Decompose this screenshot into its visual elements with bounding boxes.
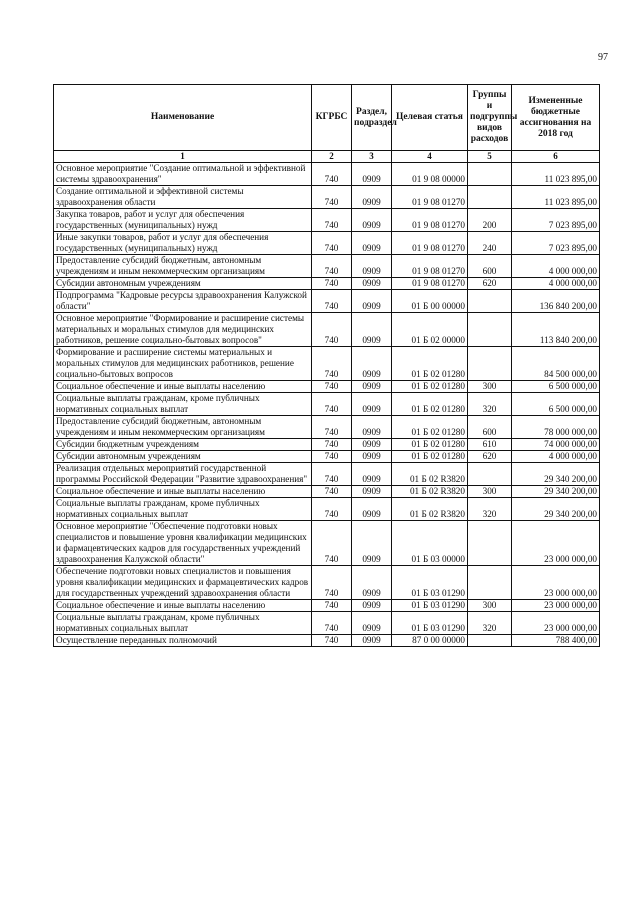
table-row [54, 463, 600, 486]
row-target-article: 01 Б 02 01280 [392, 393, 468, 416]
row-kgrbs: 740 [312, 521, 352, 566]
row-name: Предоставление субсидий бюджетным, автономным учреждениям и иным некоммерческим организациям [54, 416, 312, 439]
row-expense-group: 300 [468, 486, 512, 498]
row-kgrbs: 740 [312, 347, 352, 381]
row-kgrbs: 740 [312, 290, 352, 313]
row-expense-group [468, 186, 512, 209]
column-header-kgrbs: КГРБС [312, 85, 352, 151]
page-number: 97 [598, 52, 608, 63]
row-name: Субсидии автономным учреждениям [54, 278, 312, 290]
table-row [54, 416, 600, 439]
row-kgrbs: 740 [312, 416, 352, 439]
row-kgrbs: 740 [312, 486, 352, 498]
table-row [54, 600, 600, 612]
row-expense-group: 600 [468, 416, 512, 439]
table-row [54, 381, 600, 393]
table-row [54, 278, 600, 290]
row-kgrbs: 740 [312, 498, 352, 521]
row-name: Социальное обеспечение и иные выплаты населению [54, 381, 312, 393]
row-kgrbs: 740 [312, 463, 352, 486]
table-row [54, 521, 600, 566]
row-target-article: 87 0 00 00000 [392, 635, 468, 647]
table-row [54, 635, 600, 647]
row-amount: 11 023 895,00 [512, 186, 600, 209]
row-expense-group: 620 [468, 278, 512, 290]
row-target-article: 01 Б 03 01290 [392, 612, 468, 635]
row-name: Социальные выплаты гражданам, кроме публичных нормативных социальных выплат [54, 393, 312, 416]
row-expense-group [468, 313, 512, 347]
column-header-expense-groups: Группы и подгруппы видов расходов [468, 85, 512, 151]
row-expense-group: 320 [468, 498, 512, 521]
column-number: 5 [468, 151, 512, 163]
row-expense-group: 200 [468, 209, 512, 232]
row-amount: 11 023 895,00 [512, 163, 600, 186]
row-section: 0909 [352, 451, 392, 463]
row-amount: 29 340 200,00 [512, 498, 600, 521]
table-body [54, 163, 600, 647]
column-number: 3 [352, 151, 392, 163]
row-name: Подпрограмма "Кадровые ресурсы здравоохранения Калужской области" [54, 290, 312, 313]
column-number: 4 [392, 151, 468, 163]
row-expense-group: 610 [468, 439, 512, 451]
row-target-article: 01 9 08 01270 [392, 232, 468, 255]
row-expense-group: 620 [468, 451, 512, 463]
row-section: 0909 [352, 486, 392, 498]
row-section: 0909 [352, 416, 392, 439]
row-name: Реализация отдельных мероприятий государственной программы Российской Федерации "Развитие здравоохранения" [54, 463, 312, 486]
row-expense-group [468, 290, 512, 313]
row-expense-group: 300 [468, 600, 512, 612]
budget-allocation-table [53, 84, 600, 647]
row-target-article: 01 Б 02 01280 [392, 416, 468, 439]
table-row [54, 347, 600, 381]
table-row [54, 486, 600, 498]
row-kgrbs: 740 [312, 600, 352, 612]
row-section: 0909 [352, 381, 392, 393]
table-row [54, 439, 600, 451]
row-section: 0909 [352, 255, 392, 278]
row-section: 0909 [352, 290, 392, 313]
row-expense-group [468, 566, 512, 600]
row-expense-group [468, 347, 512, 381]
row-amount: 23 000 000,00 [512, 566, 600, 600]
row-name: Осуществление переданных полномочий [54, 635, 312, 647]
row-kgrbs: 740 [312, 186, 352, 209]
row-amount: 6 500 000,00 [512, 381, 600, 393]
row-name: Предоставление субсидий бюджетным, автономным учреждениям и иным некоммерческим организациям [54, 255, 312, 278]
row-kgrbs: 740 [312, 393, 352, 416]
row-section: 0909 [352, 439, 392, 451]
row-section: 0909 [352, 347, 392, 381]
row-amount: 29 340 200,00 [512, 463, 600, 486]
row-name: Основное мероприятие "Формирование и расширение системы материальных и моральных стимулов для медицинских работников, решение социально-бытовых вопросов" [54, 313, 312, 347]
table-row [54, 313, 600, 347]
table-row [54, 498, 600, 521]
row-target-article: 01 Б 02 R3820 [392, 486, 468, 498]
table-row [54, 163, 600, 186]
row-name: Основное мероприятие "Создание оптимальной и эффективной системы здравоохранения" [54, 163, 312, 186]
row-name: Социальное обеспечение и иные выплаты населению [54, 486, 312, 498]
row-target-article: 01 Б 02 R3820 [392, 463, 468, 486]
row-section: 0909 [352, 635, 392, 647]
row-expense-group: 600 [468, 255, 512, 278]
row-expense-group [468, 635, 512, 647]
row-name: Иные закупки товаров, работ и услуг для обеспечения государственных (муниципальных) нужд [54, 232, 312, 255]
table-row [54, 209, 600, 232]
header-row [54, 85, 600, 151]
row-target-article: 01 Б 02 01280 [392, 451, 468, 463]
row-expense-group: 240 [468, 232, 512, 255]
row-kgrbs: 740 [312, 255, 352, 278]
table-row [54, 451, 600, 463]
row-target-article: 01 Б 02 01280 [392, 347, 468, 381]
row-target-article: 01 Б 03 01290 [392, 566, 468, 600]
table-row [54, 186, 600, 209]
row-target-article: 01 Б 02 01280 [392, 381, 468, 393]
row-kgrbs: 740 [312, 163, 352, 186]
row-kgrbs: 740 [312, 313, 352, 347]
column-number: 6 [512, 151, 600, 163]
row-expense-group [468, 463, 512, 486]
row-kgrbs: 740 [312, 566, 352, 600]
column-header-target-article: Целевая статья [392, 85, 468, 151]
row-amount: 23 000 000,00 [512, 600, 600, 612]
row-target-article: 01 Б 02 R3820 [392, 498, 468, 521]
row-target-article: 01 Б 03 00000 [392, 521, 468, 566]
row-section: 0909 [352, 186, 392, 209]
row-section: 0909 [352, 463, 392, 486]
row-expense-group [468, 521, 512, 566]
row-kgrbs: 740 [312, 439, 352, 451]
column-number-row [54, 151, 600, 163]
row-section: 0909 [352, 232, 392, 255]
row-target-article: 01 9 08 01270 [392, 186, 468, 209]
row-name: Закупка товаров, работ и услуг для обеспечения государственных (муниципальных) нужд [54, 209, 312, 232]
row-kgrbs: 740 [312, 612, 352, 635]
row-name: Обеспечение подготовки новых специалистов и повышения уровня квалификации медицинских и фармацевтических кадров для государственных учреждений здравоохранения области [54, 566, 312, 600]
row-amount: 788 400,00 [512, 635, 600, 647]
row-name: Социальные выплаты гражданам, кроме публичных нормативных социальных выплат [54, 612, 312, 635]
row-name: Социальное обеспечение и иные выплаты населению [54, 600, 312, 612]
row-amount: 113 840 200,00 [512, 313, 600, 347]
row-kgrbs: 740 [312, 635, 352, 647]
table-row [54, 393, 600, 416]
column-number: 1 [54, 151, 312, 163]
row-amount: 29 340 200,00 [512, 486, 600, 498]
row-section: 0909 [352, 612, 392, 635]
row-target-article: 01 Б 02 00000 [392, 313, 468, 347]
column-header-name: Наименование [54, 85, 312, 151]
row-amount: 4 000 000,00 [512, 278, 600, 290]
row-section: 0909 [352, 498, 392, 521]
row-target-article: 01 9 08 01270 [392, 255, 468, 278]
row-expense-group: 320 [468, 393, 512, 416]
row-amount: 23 000 000,00 [512, 612, 600, 635]
row-amount: 84 500 000,00 [512, 347, 600, 381]
column-header-section: Раздел, подраздел [352, 85, 392, 151]
row-target-article: 01 Б 02 01280 [392, 439, 468, 451]
row-section: 0909 [352, 209, 392, 232]
row-expense-group: 300 [468, 381, 512, 393]
row-kgrbs: 740 [312, 381, 352, 393]
row-amount: 78 000 000,00 [512, 416, 600, 439]
row-amount: 23 000 000,00 [512, 521, 600, 566]
row-name: Создание оптимальной и эффективной системы здравоохранения области [54, 186, 312, 209]
row-amount: 136 840 200,00 [512, 290, 600, 313]
row-amount: 7 023 895,00 [512, 232, 600, 255]
row-section: 0909 [352, 566, 392, 600]
row-kgrbs: 740 [312, 278, 352, 290]
table-row [54, 255, 600, 278]
row-section: 0909 [352, 163, 392, 186]
row-target-article: 01 Б 03 01290 [392, 600, 468, 612]
row-section: 0909 [352, 521, 392, 566]
table-row [54, 566, 600, 600]
row-section: 0909 [352, 313, 392, 347]
row-section: 0909 [352, 600, 392, 612]
row-kgrbs: 740 [312, 209, 352, 232]
row-amount: 4 000 000,00 [512, 451, 600, 463]
row-amount: 4 000 000,00 [512, 255, 600, 278]
row-expense-group [468, 163, 512, 186]
row-name: Субсидии бюджетным учреждениям [54, 439, 312, 451]
row-expense-group: 320 [468, 612, 512, 635]
column-number: 2 [312, 151, 352, 163]
row-amount: 7 023 895,00 [512, 209, 600, 232]
row-target-article: 01 Б 00 00000 [392, 290, 468, 313]
row-target-article: 01 9 08 00000 [392, 163, 468, 186]
row-section: 0909 [352, 278, 392, 290]
row-amount: 74 000 000,00 [512, 439, 600, 451]
row-name: Социальные выплаты гражданам, кроме публичных нормативных социальных выплат [54, 498, 312, 521]
row-name: Формирование и расширение системы материальных и моральных стимулов для медицинских работников, решение социально-бытовых вопросов [54, 347, 312, 381]
row-name: Субсидии автономным учреждениям [54, 451, 312, 463]
table-row [54, 290, 600, 313]
table-row [54, 232, 600, 255]
row-amount: 6 500 000,00 [512, 393, 600, 416]
row-section: 0909 [352, 393, 392, 416]
row-kgrbs: 740 [312, 451, 352, 463]
row-kgrbs: 740 [312, 232, 352, 255]
row-target-article: 01 9 08 01270 [392, 209, 468, 232]
table-row [54, 612, 600, 635]
row-target-article: 01 9 08 01270 [392, 278, 468, 290]
row-name: Основное мероприятие "Обеспечение подготовки новых специалистов и повышение уровня квалификации медицинских и фармацевтических кадров для государственных учреждений здравоохранения Калужской области" [54, 521, 312, 566]
column-header-amount: Измененные бюджетные ассигнования на 2018 год [512, 85, 600, 151]
